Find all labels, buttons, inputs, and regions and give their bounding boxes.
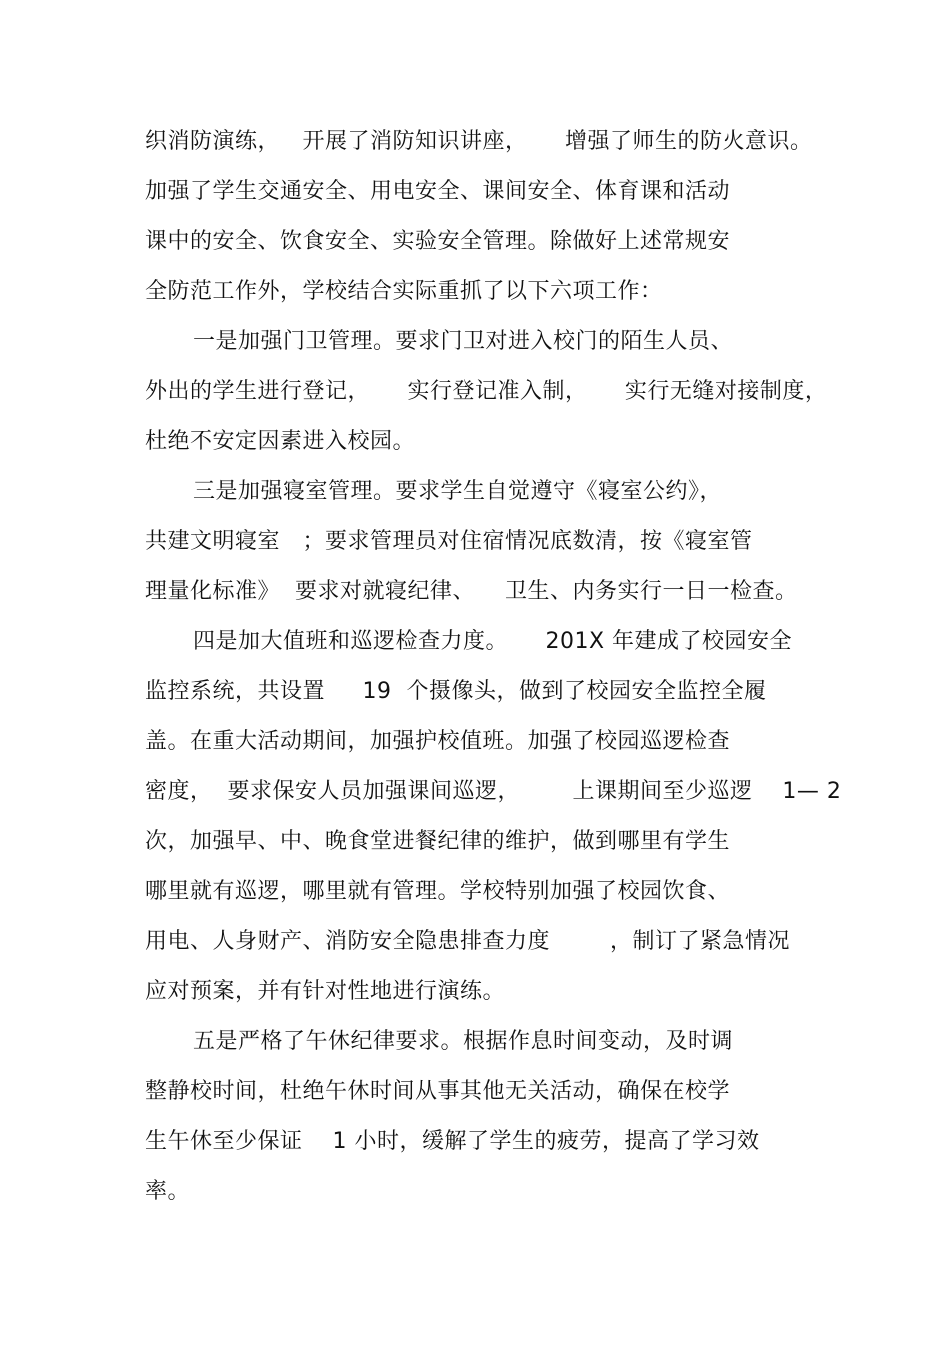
text-line: 课中的安全、饮食安全、实验安全管理。除做好上述常规安 xyxy=(145,229,731,254)
text-line: 应对预案，并有针对性地进行演练。 xyxy=(145,979,506,1004)
paragraph-start-line: 一是加强门卫管理。要求门卫对进入校门的陌生人员、 xyxy=(193,329,734,354)
paragraph-start-line: 三是加强寝室管理。要求学生自觉遵守《寝室公约》， xyxy=(193,479,723,504)
text-line: 用电、人身财产、消防安全隐患排查力度 ，制订了紧急情况 xyxy=(145,929,790,954)
text-line: 共建文明寝室 ；要求管理员对住宿情况底数清，按《寝室管 xyxy=(145,529,753,554)
text-line: 理量化标准》 要求对就寝纪律、 卫生、内务实行一日一检查。 xyxy=(145,579,798,604)
text-line: 密度， 要求保安人员加强课间巡逻， 上课期间至少巡逻 1— 2 xyxy=(145,779,842,804)
text-line: 织消防演练， 开展了消防知识讲座， 增强了师生的防火意识。 xyxy=(145,129,813,154)
text-line: 加强了学生交通安全、用电安全、课间安全、体育课和活动 xyxy=(145,179,731,204)
text-line: 盖。在重大活动期间，加强护校值班。加强了校园巡逻检查 xyxy=(145,729,731,754)
paragraph-start-line: 四是加大值班和巡逻检查力度。 201X 年建成了校园安全 xyxy=(193,629,793,654)
paragraph-start-line: 五是严格了午休纪律要求。根据作息时间变动，及时调 xyxy=(193,1029,734,1054)
text-line: 生午休至少保证 1 小时，缓解了学生的疲劳，提高了学习效 xyxy=(145,1129,760,1154)
text-line: 全防范工作外，学校结合实际重抓了以下六项工作： xyxy=(145,279,663,304)
text-line: 整静校时间，杜绝午休时间从事其他无关活动，确保在校学 xyxy=(145,1079,731,1104)
text-line: 杜绝不安定因素进入校园。 xyxy=(145,429,416,454)
text-line: 外出的学生进行登记， 实行登记准入制， 实行无缝对接制度， xyxy=(145,379,828,404)
text-line: 率。 xyxy=(145,1179,191,1204)
text-line: 监控系统，共设置 19 个摄像头，做到了校园安全监控全履 xyxy=(145,679,767,704)
text-line: 次，加强早、中、晚食堂进餐纪律的维护，做到哪里有学生 xyxy=(145,829,731,854)
text-line: 哪里就有巡逻，哪里就有管理。学校特别加强了校园饮食、 xyxy=(145,879,731,904)
